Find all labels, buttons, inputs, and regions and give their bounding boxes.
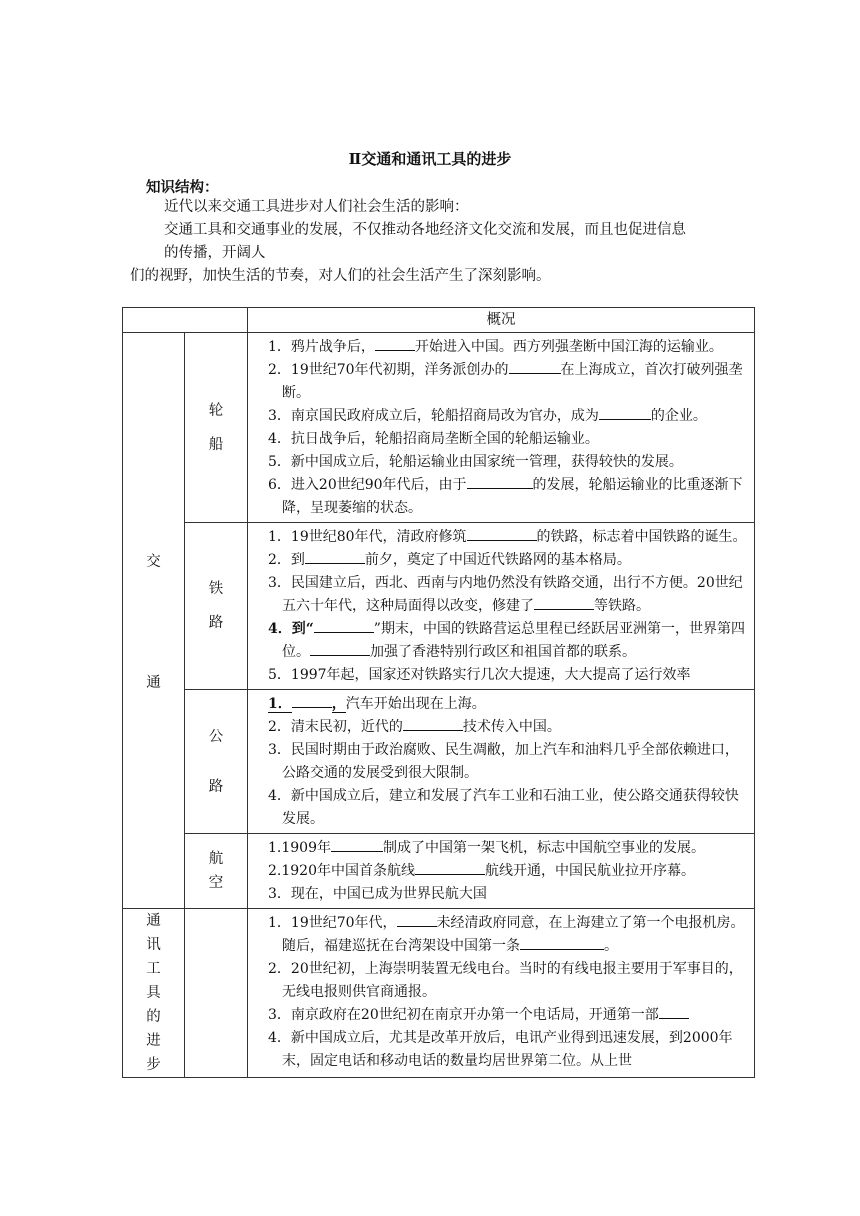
category-char: 步 — [146, 1057, 161, 1073]
subcategory-char: 铁 — [208, 581, 224, 597]
list-item: 4．抗日战争后，轮船招商局垄断全国的轮船运输业。 — [268, 431, 599, 447]
subcategory-char: 船 — [208, 436, 224, 453]
comm-content — [248, 909, 755, 1078]
fill-blank[interactable] — [534, 595, 594, 610]
category-communication — [123, 909, 185, 1078]
list-item: 2．到 前夕，奠定了中国近代铁路网的基本格局。 — [268, 549, 748, 572]
list-item: 3．民国时期由于政治腐败、民生凋敝，加上汽车和油料几乎全部依赖进口，公路交通的发展受到很大限制。 — [268, 742, 739, 781]
category-char: 进 — [146, 1033, 161, 1049]
subcategory-char: 路 — [208, 615, 224, 631]
subcategory-char: 航 — [208, 851, 224, 867]
subcategory-char: 路 — [208, 778, 224, 795]
list-item: 4．新中国成立后，尤其是改革开放后，电讯产业得到迅速发展，到2000年末，固定电话和移动电话的数量均居世界第二位。从上世 — [268, 1030, 733, 1069]
fill-blank[interactable] — [292, 693, 332, 708]
category-char: 交 — [146, 553, 161, 570]
header-overview: 概况 — [248, 308, 755, 333]
list-item: 3．南京国民政府成立后，轮船招商局改为官办，成为 的企业。 — [268, 405, 748, 428]
table-row-ship — [123, 333, 755, 523]
subcategory-ship — [185, 333, 248, 523]
category-transport — [123, 333, 185, 909]
air-content — [248, 834, 755, 909]
fill-blank[interactable] — [331, 837, 383, 852]
list-item: 4．到“ ”期末，中国的铁路营运总里程已经跃居亚洲第一，世界第四位。 加强了香港特别行政区和祖国首都的联系。 — [268, 618, 748, 664]
category-char: 的 — [146, 1009, 161, 1025]
table-row-rail — [123, 523, 755, 690]
page-title: Ⅱ交通和通讯工具的进步 — [348, 150, 512, 168]
category-char: 工 — [146, 961, 161, 977]
intro-line: 近代以来交通工具进步对人们社会生活的影响： — [164, 199, 469, 215]
fill-blank[interactable] — [509, 359, 561, 374]
category-char: 通 — [146, 674, 161, 691]
subcategory-rail — [185, 523, 248, 690]
subcategory-char: 轮 — [208, 402, 224, 419]
section-label: 知识结构： — [146, 179, 219, 196]
list-item: 3．民国建立后，西北、西南与内地仍然没有铁路交通，出行不方便。20世纪五六十年代，这种局面得以改变，修建了 等铁路。 — [268, 575, 743, 614]
list-item: 3．现在，中国已成为世界民航大国 — [268, 886, 487, 902]
subcategory-char: 空 — [208, 875, 224, 891]
road-content — [248, 690, 755, 834]
fill-blank[interactable] — [375, 336, 415, 351]
intro-line: 们的视野，加快生活的节奏，对人们的社会生活产生了深刻影响。 — [130, 268, 551, 284]
list-item: 2．20世纪初，上海崇明装置无线电台。当时的有线电报主要用于军事目的，无线电报则供官商通报。 — [268, 961, 743, 1000]
fill-blank[interactable] — [305, 549, 365, 564]
list-item: 1． ，汽车开始出现在上海。 — [268, 693, 748, 716]
list-item: 3．南京政府在20世纪初在南京开办第一个电话局，开通第一部 — [268, 1004, 748, 1027]
list-item: 5．新中国成立后，轮船运输业由国家统一管理，获得较快的发展。 — [268, 454, 683, 470]
list-item: 2．19世纪70年代初期，洋务派创办的 在上海成立，首次打破列强垄断。 — [268, 359, 748, 405]
subcategory-char: 公 — [208, 728, 224, 745]
table-row-air — [123, 834, 755, 909]
category-char: 讯 — [146, 937, 161, 953]
rail-content — [248, 523, 755, 690]
category-char: 具 — [146, 985, 161, 1001]
list-item: 2.1920年中国首条航线 航线开通，中国民航业拉开序幕。 — [268, 860, 748, 883]
table-row-road — [123, 690, 755, 834]
fill-blank[interactable] — [520, 935, 604, 950]
fill-blank[interactable] — [397, 912, 437, 927]
knowledge-table — [122, 307, 755, 1078]
list-item: 1．19世纪80年代，清政府修筑 的铁路，标志着中国铁路的诞生。 — [268, 526, 748, 549]
fill-blank[interactable] — [467, 474, 533, 489]
intro-line: 的传播，开阔人 — [164, 245, 266, 261]
list-item: 4．新中国成立后，建立和发展了汽车工业和石油工业，使公路交通获得较快发展。 — [268, 788, 739, 827]
list-item: 1．19世纪70年代， 未经清政府同意，在上海建立了第一个电报机房。随后，福建巡抚在台湾架设中国第一条 。 — [268, 912, 748, 958]
subcategory-road — [185, 690, 248, 834]
fill-blank[interactable] — [467, 526, 537, 541]
list-item: 2．清末民初，近代的 技术传入中国。 — [268, 716, 748, 739]
category-char: 通 — [146, 913, 161, 929]
list-item: 6．进入20世纪90年代后，由于 的发展，轮船运输业的比重逐渐下降，呈现萎缩的状态。 — [268, 474, 748, 520]
comm-empty-cell — [185, 909, 248, 1078]
fill-blank[interactable] — [310, 641, 370, 656]
header-empty-cell — [123, 308, 248, 333]
subcategory-air — [185, 834, 248, 909]
table-row-comm — [123, 909, 755, 1078]
fill-blank[interactable] — [659, 1004, 689, 1019]
fill-blank[interactable] — [403, 716, 463, 731]
list-item: 5．1997年起，国家还对铁路实行几次大提速，大大提高了运行效率 — [268, 667, 691, 683]
fill-blank[interactable] — [415, 860, 485, 875]
list-item: 1.1909年 制成了中国第一架飞机，标志中国航空事业的发展。 — [268, 837, 748, 860]
fill-blank[interactable] — [314, 618, 374, 633]
ship-content — [248, 333, 755, 523]
intro-line: 交通工具和交通事业的发展，不仅推动各地经济文化交流和发展，而且也促进信息 — [164, 222, 686, 238]
list-item: 1．鸦片战争后， 开始进入中国。西方列强垄断中国江海的运输业。 — [268, 336, 748, 359]
fill-blank[interactable] — [599, 405, 651, 420]
table-header-row — [123, 308, 755, 333]
